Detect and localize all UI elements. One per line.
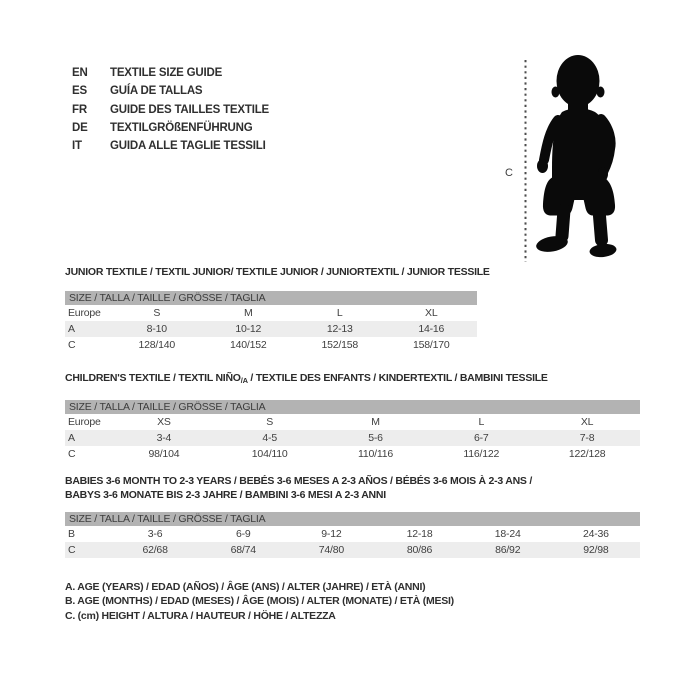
lang-code: IT bbox=[72, 140, 82, 153]
row-label: C bbox=[68, 339, 76, 351]
size-cell: 92/98 bbox=[552, 542, 640, 558]
size-cell: 74/80 bbox=[287, 542, 375, 558]
size-cell: 3-4 bbox=[111, 430, 217, 446]
size-cell: S bbox=[266, 416, 274, 428]
size-cell: 18-24 bbox=[494, 528, 521, 540]
size-cell: 80/86 bbox=[375, 542, 463, 558]
lang-code: DE bbox=[72, 121, 88, 134]
lang-row-en bbox=[72, 64, 269, 82]
row-label: Europe bbox=[68, 416, 101, 428]
children-table-title bbox=[65, 372, 640, 387]
size-header-text: SIZE / TALLA / TAILLE / GRÖSSE / TAGLIA bbox=[69, 513, 266, 525]
table-row bbox=[65, 526, 640, 542]
row-label: C bbox=[65, 542, 111, 558]
lang-row-es bbox=[72, 82, 269, 100]
size-cell: 152/158 bbox=[321, 339, 359, 351]
size-cell: 6-7 bbox=[428, 430, 534, 446]
size-cell: 140/152 bbox=[229, 339, 267, 351]
table-row bbox=[65, 446, 640, 462]
table-row bbox=[65, 337, 477, 353]
size-cell: 98/104 bbox=[148, 448, 180, 460]
title-part-subscript: /A bbox=[240, 376, 248, 385]
lang-row-de bbox=[72, 119, 269, 137]
lang-label: GUÍA DE TALLAS bbox=[110, 85, 203, 98]
size-header-band bbox=[65, 512, 640, 526]
toddler-figure bbox=[500, 48, 670, 270]
size-cell: 62/68 bbox=[111, 542, 199, 558]
babies-size-table bbox=[65, 526, 640, 558]
babies-table-title-line1: BABIES 3-6 MONTH TO 2-3 YEARS / BEBÉS 3-6 MESES A 2-3 AÑOS / BÉBÉS 3-6 MOIS À 2-3 ANS / bbox=[65, 475, 533, 487]
lang-code: EN bbox=[72, 67, 88, 79]
size-cell: 10-12 bbox=[203, 321, 295, 337]
title-part-rest: / TEXTILE DES ENFANTS / KINDERTEXTIL / BAMBINI TESSILE bbox=[247, 372, 548, 384]
junior-size-table bbox=[65, 305, 477, 353]
size-cell: 128/140 bbox=[138, 339, 176, 351]
size-cell: XL bbox=[580, 416, 594, 428]
size-cell: 104/110 bbox=[251, 448, 288, 460]
size-cell: 12-13 bbox=[294, 321, 386, 337]
baby-silhouette-icon bbox=[535, 55, 617, 258]
children-size-table bbox=[65, 414, 640, 462]
babies-textile-section bbox=[65, 474, 640, 558]
size-cell: S bbox=[153, 307, 161, 319]
size-cell: M bbox=[371, 416, 380, 428]
row-label: B bbox=[68, 528, 75, 540]
table-row bbox=[65, 305, 477, 321]
lang-row-fr bbox=[72, 101, 269, 119]
size-cell: 8-10 bbox=[111, 321, 203, 337]
size-cell: 158/170 bbox=[412, 339, 450, 351]
size-cell: 24-36 bbox=[582, 528, 609, 540]
size-cell: 68/74 bbox=[199, 542, 287, 558]
table-row bbox=[65, 542, 640, 558]
size-cell: M bbox=[243, 307, 253, 319]
size-cell: 4-5 bbox=[217, 430, 323, 446]
size-cell: XL bbox=[425, 307, 438, 319]
size-cell: XS bbox=[157, 416, 171, 428]
size-cell: 116/122 bbox=[463, 448, 500, 460]
size-header-text: SIZE / TALLA / TAILLE / GRÖSSE / TAGLIA bbox=[69, 292, 266, 304]
lang-label: GUIDE DES TAILLES TEXTILE bbox=[110, 103, 269, 116]
lang-code: ES bbox=[72, 85, 87, 98]
size-cell: 3-6 bbox=[147, 528, 163, 540]
size-cell: 9-12 bbox=[321, 528, 342, 540]
size-cell: 6-9 bbox=[235, 528, 251, 540]
height-marker-label: C bbox=[505, 167, 513, 179]
size-cell: 7-8 bbox=[534, 430, 640, 446]
size-header-text: SIZE / TALLA / TAILLE / GRÖSSE / TAGLIA bbox=[69, 401, 266, 413]
row-label: A bbox=[65, 321, 111, 337]
size-header-band bbox=[65, 400, 640, 414]
title-part-main: CHILDREN'S TEXTILE / TEXTIL NIÑO bbox=[65, 372, 241, 384]
babies-table-title-line2: BABYS 3-6 MONATE BIS 2-3 JAHRE / BAMBINI 3-6 MESI A 2-3 ANNI bbox=[65, 489, 386, 501]
size-header-band bbox=[65, 291, 477, 305]
table-row bbox=[65, 414, 640, 430]
lang-row-it bbox=[72, 137, 269, 155]
legend-note-c: C. (cm) HEIGHT / ALTURA / HAUTEUR / HÖHE / ALTEZZA bbox=[65, 609, 336, 622]
language-guide-list bbox=[72, 64, 269, 155]
children-textile-section bbox=[65, 372, 640, 462]
junior-table-title: JUNIOR TEXTILE / TEXTIL JUNIOR/ TEXTILE JUNIOR / JUNIORTEXTIL / JUNIOR TESSILE bbox=[65, 266, 490, 278]
row-label: C bbox=[68, 448, 76, 460]
legend-notes bbox=[65, 580, 454, 623]
legend-note-b: B. AGE (MONTHS) / EDAD (MESES) / ÂGE (MOIS) / ALTER (MONATE) / ETÀ (MESI) bbox=[65, 595, 454, 608]
size-cell: 110/116 bbox=[357, 448, 393, 460]
lang-label: GUIDA ALLE TAGLIE TESSILI bbox=[110, 140, 266, 153]
lang-code: FR bbox=[72, 103, 87, 116]
row-label: Europe bbox=[68, 307, 101, 319]
size-cell: L bbox=[478, 416, 485, 428]
size-cell: 12-18 bbox=[406, 528, 433, 540]
row-label: A bbox=[65, 430, 111, 446]
lang-label: TEXTILGRÖßENFÜHRUNG bbox=[110, 121, 253, 134]
junior-textile-section bbox=[65, 266, 490, 353]
table-row bbox=[65, 321, 477, 337]
size-cell: 86/92 bbox=[464, 542, 552, 558]
size-cell: 5-6 bbox=[323, 430, 429, 446]
size-cell: 122/128 bbox=[568, 448, 606, 460]
size-cell: L bbox=[336, 307, 343, 319]
lang-label: TEXTILE SIZE GUIDE bbox=[110, 67, 223, 79]
legend-note-a: A. AGE (YEARS) / EDAD (AÑOS) / ÂGE (ANS) / ALTER (JAHRE) / ETÀ (ANNI) bbox=[65, 581, 426, 593]
table-row bbox=[65, 430, 640, 446]
size-cell: 14-16 bbox=[386, 321, 478, 337]
